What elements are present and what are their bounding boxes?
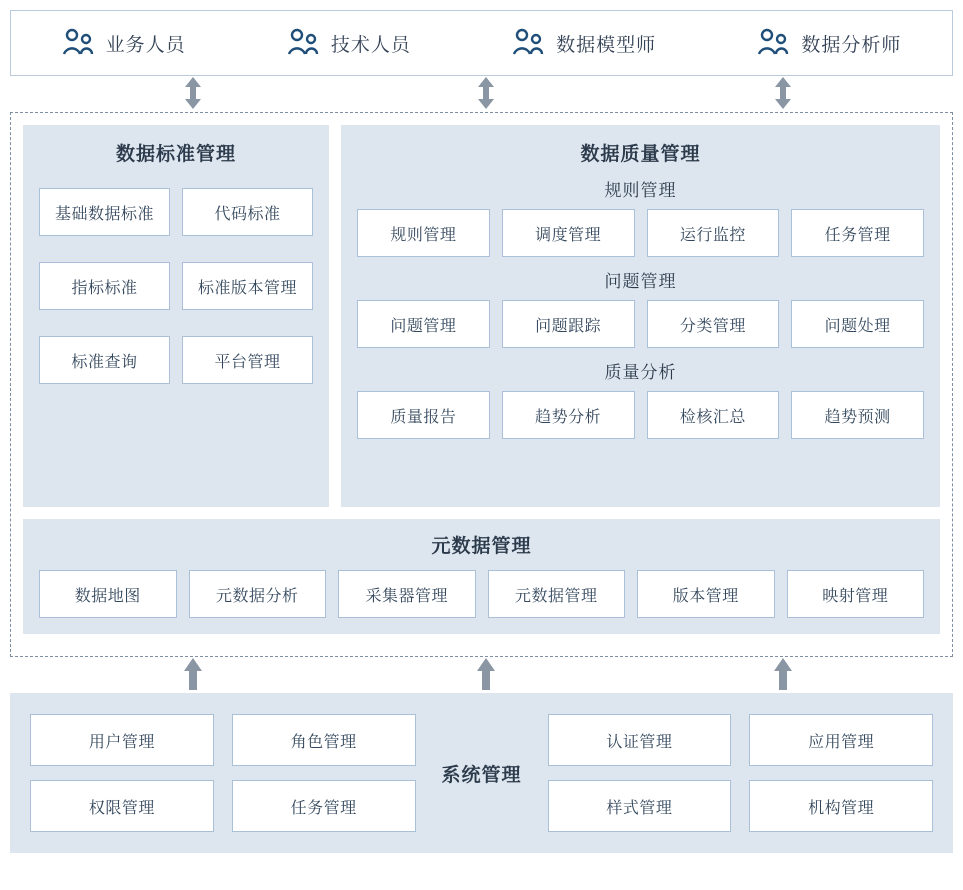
panel-system-management	[10, 693, 953, 853]
module-button[interactable]: 权限管理	[30, 780, 214, 832]
module-button[interactable]: 趋势预测	[791, 391, 924, 439]
panel-title: 数据标准管理	[115, 144, 236, 165]
module-button[interactable]: 任务管理	[791, 209, 924, 257]
double-arrow-icon	[180, 76, 206, 115]
panel-data-standard	[23, 125, 329, 507]
role-item[interactable]	[56, 28, 192, 58]
people-icon	[512, 28, 544, 58]
module-button[interactable]: 调度管理	[502, 209, 635, 257]
module-button[interactable]: 分类管理	[647, 300, 780, 348]
rule-group-grid	[357, 209, 924, 257]
up-arrow-icon	[473, 657, 499, 696]
analysis-group-grid	[357, 391, 924, 439]
module-button[interactable]: 标准查询	[39, 336, 170, 384]
role-label: 业务人员	[105, 34, 186, 56]
module-button[interactable]: 问题管理	[357, 300, 490, 348]
group-title-analysis: 质量分析	[604, 363, 677, 382]
module-button[interactable]: 标准版本管理	[182, 262, 313, 310]
module-button[interactable]: 趋势分析	[502, 391, 635, 439]
diagram-root	[0, 10, 963, 890]
data-standard-grid	[39, 188, 313, 384]
module-button[interactable]: 映射管理	[787, 570, 925, 618]
role-item[interactable]	[506, 28, 662, 58]
module-button[interactable]: 运行监控	[647, 209, 780, 257]
module-button[interactable]: 元数据管理	[488, 570, 626, 618]
module-button[interactable]: 机构管理	[749, 780, 933, 832]
core-platform-area	[10, 112, 953, 657]
module-button[interactable]: 问题处理	[791, 300, 924, 348]
role-label: 数据分析师	[801, 34, 902, 56]
module-button[interactable]: 数据地图	[39, 570, 177, 618]
people-icon	[287, 28, 319, 58]
up-arrow-icon	[770, 657, 796, 696]
role-label: 技术人员	[330, 34, 411, 56]
module-button[interactable]: 角色管理	[232, 714, 416, 766]
module-button[interactable]: 平台管理	[182, 336, 313, 384]
module-button[interactable]: 样式管理	[548, 780, 732, 832]
panel-metadata	[23, 519, 940, 634]
issue-group-grid	[357, 300, 924, 348]
people-icon	[62, 28, 94, 58]
module-button[interactable]: 规则管理	[357, 209, 490, 257]
module-button[interactable]: 任务管理	[232, 780, 416, 832]
up-arrow-icon	[180, 657, 206, 696]
module-button[interactable]: 版本管理	[637, 570, 775, 618]
system-left-grid	[30, 714, 416, 832]
arrows-row-top	[10, 76, 953, 112]
module-button[interactable]: 用户管理	[30, 714, 214, 766]
module-button[interactable]: 检核汇总	[647, 391, 780, 439]
arrows-row-bottom	[10, 657, 953, 693]
double-arrow-icon	[770, 76, 796, 115]
panel-data-quality	[341, 125, 940, 507]
module-button[interactable]: 指标标准	[39, 262, 170, 310]
panel-title: 系统管理	[441, 764, 522, 786]
module-button[interactable]: 基础数据标准	[39, 188, 170, 236]
role-item[interactable]	[751, 28, 907, 58]
role-label: 数据模型师	[556, 34, 657, 56]
group-title-rule: 规则管理	[604, 181, 677, 200]
module-button[interactable]: 代码标准	[182, 188, 313, 236]
system-right-grid	[548, 714, 934, 832]
module-button[interactable]: 问题跟踪	[502, 300, 635, 348]
metadata-grid	[39, 570, 924, 618]
module-button[interactable]: 质量报告	[357, 391, 490, 439]
people-icon	[757, 28, 789, 58]
group-title-issue: 问题管理	[604, 272, 677, 291]
role-item[interactable]	[281, 28, 417, 58]
roles-bar	[10, 10, 953, 76]
double-arrow-icon	[473, 76, 499, 115]
module-button[interactable]: 认证管理	[548, 714, 732, 766]
panel-title: 数据质量管理	[580, 144, 701, 165]
module-button[interactable]: 元数据分析	[189, 570, 327, 618]
panel-title: 元数据管理	[431, 536, 532, 557]
core-top-row	[23, 125, 940, 507]
module-button[interactable]: 应用管理	[749, 714, 933, 766]
module-button[interactable]: 采集器管理	[338, 570, 476, 618]
